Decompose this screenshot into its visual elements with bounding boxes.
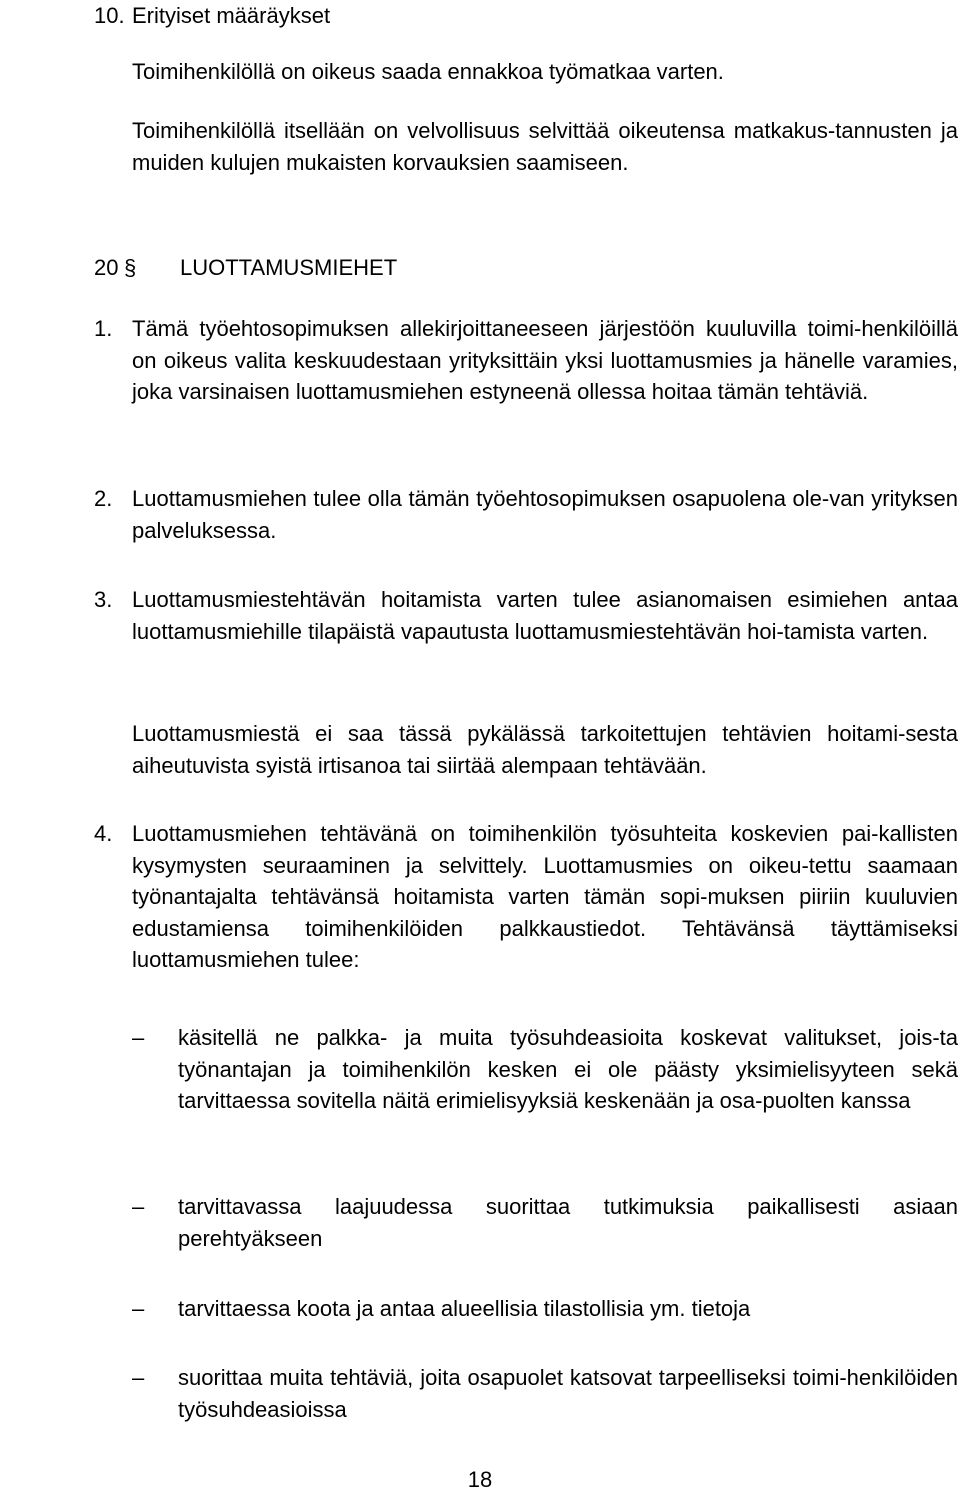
paragraph-text: Luottamusmiehen tulee olla tämän työehtosopimuksen osapuolena ole-van yrityksen palveluksessa. xyxy=(132,486,958,543)
unnumbered-paragraph: Luottamusmiestä ei saa tässä pykälässä tarkoitettujen tehtävien hoitami-sesta aiheutuvista syistä irtisanoa tai siirtää alempaan tehtävään. xyxy=(132,721,958,778)
list-item-text: käsitellä ne palkka- ja muita työsuhdeasioita koskevat valitukset, jois-ta työnantajan ja toimihenkilön kesken ei ole päästy yksimielisyyteen sekä tarvittaessa sovitella näitä erimielisyyksiä keskenään ja osa-puolten kanssa xyxy=(178,1025,958,1113)
list-item-text: tarvittaessa koota ja antaa alueellisia tilastollisia ym. tietoja xyxy=(178,1296,751,1321)
paragraph-number: 4. xyxy=(94,821,113,846)
section-sign: § xyxy=(124,255,137,280)
numbered-paragraph-4 xyxy=(94,818,958,972)
section-number: 10. xyxy=(94,3,125,28)
numbered-paragraph-2 xyxy=(94,483,958,543)
paragraph-text: Luottamusmiestehtävän hoitamista varten tulee asianomaisen esimiehen antaa luottamusmiehille tilapäistä vapautusta luottamusmiestehtävän hoi-tamista varten. xyxy=(132,587,958,644)
dash-bullet: – xyxy=(132,1365,145,1390)
section-title-text: Erityiset määräykset xyxy=(132,3,331,28)
list-item-text: suorittaa muita tehtäviä, joita osapuolet katsovat tarpeelliseksi toimi-henkilöiden työsuhdeasioissa xyxy=(178,1365,958,1422)
page-number: 18 xyxy=(467,1467,493,1492)
chapter-title: LUOTTAMUSMIEHET xyxy=(180,255,398,280)
paragraph-text: Luottamusmiehen tehtävänä on toimihenkilön työsuhteita koskevien pai-kallisten kysymysten seuraaminen ja selvittely. Luottamusmies on oikeu-tettu saamaan työnantajalta tehtävänsä hoitamista varten tämän sopi-muksen piiriin kuuluvien edustamiensa toimihenkilöiden palkkaustiedot. Tehtävänsä täyttämiseksi luottamusmiehen tulee: xyxy=(132,821,958,972)
dash-bullet: – xyxy=(132,1296,145,1321)
section-paragraph-1: Toimihenkilöllä on oikeus saada ennakkoa työmatkaa varten. xyxy=(132,59,724,84)
paragraph-text: Tämä työehtosopimuksen allekirjoittaneeseen järjestöön kuuluvilla toimi-henkilöillä on oikeus valita keskuudestaan yrityksittäin yksi luottamusmies ja hänelle varamies, joka varsinaisen luottamusmiehen estyneenä ollessa hoitaa tämän tehtäviä. xyxy=(132,316,958,404)
numbered-paragraph-1 xyxy=(94,313,958,404)
list-item-text: tarvittavassa laajuudessa suorittaa tutkimuksia paikallisesti asiaan perehtyäkseen xyxy=(178,1194,958,1251)
chapter-heading xyxy=(94,252,397,283)
paragraph-number: 3. xyxy=(94,587,113,612)
chapter-number: 20 xyxy=(94,255,119,280)
numbered-paragraph-3 xyxy=(94,584,958,644)
section-paragraph-2: Toimihenkilöllä itsellään on velvollisuus selvittää oikeutensa matkakus-tannusten ja muiden kulujen mukaisten korvauksien saamiseen. xyxy=(132,118,958,175)
dash-bullet: – xyxy=(132,1194,145,1219)
paragraph-number: 2. xyxy=(94,486,113,511)
paragraph-number: 1. xyxy=(94,316,113,341)
dash-bullet: – xyxy=(132,1025,145,1050)
section-heading xyxy=(94,0,330,31)
